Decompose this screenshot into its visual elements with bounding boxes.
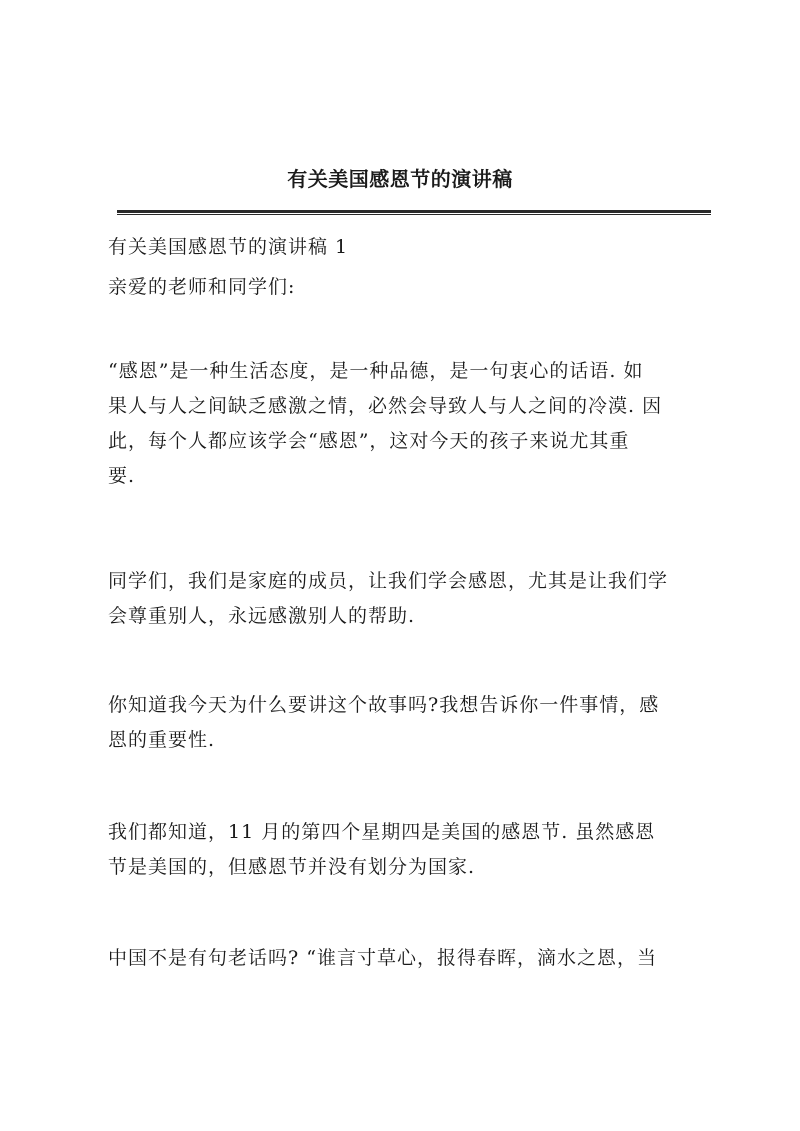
paragraph-5 bbox=[108, 941, 698, 976]
paragraph-line: 同学们，我们是家庭的成员，让我们学会感恩，尤其是让我们学 bbox=[108, 570, 669, 592]
section-heading bbox=[108, 230, 698, 265]
paragraph-line: 此，每个人都应该学会“感恩”，这对今天的孩子来说尤其重 bbox=[108, 430, 630, 452]
paragraph-line: 要. bbox=[108, 465, 136, 487]
greeting bbox=[108, 270, 698, 305]
paragraph-line: 中国不是有句老话吗? “谁言寸草心，报得春晖，滴水之恩，当 bbox=[108, 947, 657, 969]
paragraph-3 bbox=[108, 688, 698, 758]
paragraph-line: 果人与人之间缺乏感激之情，必然会导致人与人之间的冷漠. 因 bbox=[108, 395, 663, 417]
paragraph-1 bbox=[108, 354, 698, 494]
paragraph-line: 会尊重别人，永远感激别人的帮助. bbox=[108, 605, 416, 627]
paragraph-4 bbox=[108, 815, 698, 885]
title-divider-thick bbox=[117, 210, 711, 213]
section-heading-text: 有关美国感恩节的演讲稿 1 bbox=[108, 236, 349, 258]
paragraph-line: 恩的重要性. bbox=[108, 729, 216, 751]
title-divider-thin bbox=[117, 214, 711, 215]
paragraph-line: 你知道我今天为什么要讲这个故事吗?我想告诉你一件事情，感 bbox=[108, 694, 660, 716]
paragraph-2 bbox=[108, 564, 698, 634]
greeting-text: 亲爱的老师和同学们: bbox=[108, 276, 296, 298]
document-title: 有关美国感恩节的演讲稿 bbox=[287, 167, 513, 191]
paragraph-line: 节是美国的，但感恩节并没有划分为国家. bbox=[108, 856, 476, 878]
paragraph-line: “感恩”是一种生活态度，是一种品德，是一句衷心的话语. 如 bbox=[108, 360, 644, 382]
paragraph-line: 我们都知道，11 月的第四个星期四是美国的感恩节. 虽然感恩 bbox=[108, 821, 656, 843]
